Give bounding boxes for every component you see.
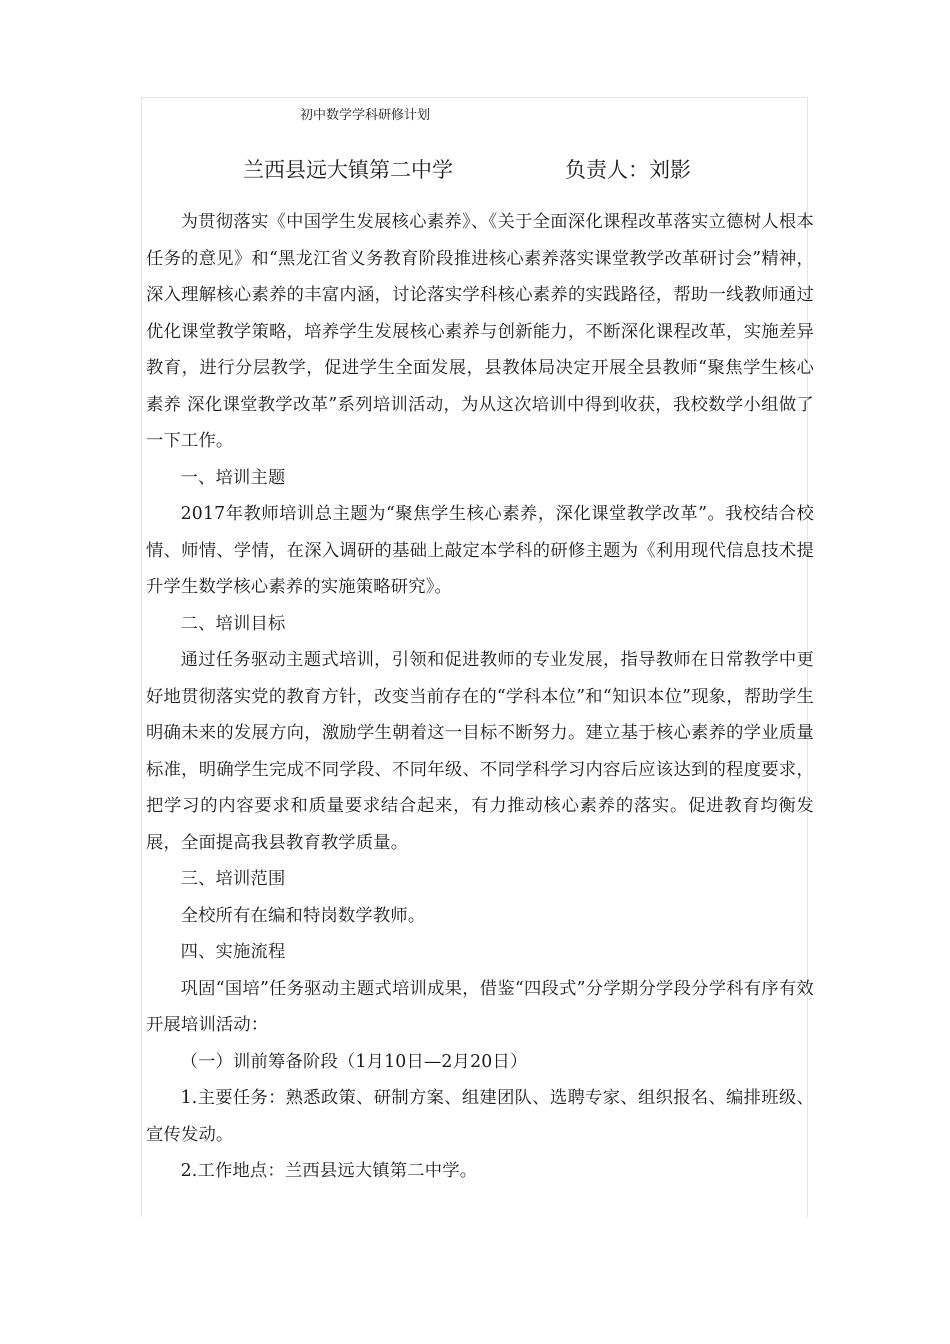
responsible-person: 负责人：刘影 bbox=[565, 158, 691, 182]
section-heading-theme: 一、培训主题 bbox=[180, 467, 286, 488]
section-heading-process: 四、实施流程 bbox=[180, 942, 286, 962]
subsection-heading-preparation: （一）训前筹备阶段（1月10日—2月20日） bbox=[180, 1051, 528, 1072]
section-heading-scope: 三、培训范围 bbox=[180, 869, 286, 889]
paragraph-goals: 通过任务驱动主题式培训，引领和促进教师的专业发展，指导教师在日常教学中更好地贯彻落实党的教育方针，改变当前存在的“学科本位”和“知识本位”现象，帮助学生明确未来的发展方向，激励学生朝着这一目标不断努力。建立基于核心素养的学业质量标准，明确学生完成不同学段、不同年级、不同学科学习内容后应该达到的程度要求，把学习的内容要求和质量要求结合起来，有力推动核心素养的落实。促进教育均衡发展，全面提高我县教育教学质量。 bbox=[146, 650, 814, 853]
paragraph-intro: 为贯彻落实《中国学生发展核心素养》、《关于全面深化课程改革落实立德树人根本任务的意见》和“黑龙江省义务教育阶段推进核心素养落实课堂教学改革研讨会”精神，深入理解核心素养的丰富内涵，讨论落实学科核心素养的实践路径，帮助一线教师通过优化课堂教学策略，培养学生发展核心素养与创新能力，不断深化课程改革，实施差异教育，进行分层教学，促进学生全面发展，县教体局决定开展全县教师“聚焦学生核心素养 深化课堂教学改革”系列培训活动，为从这次培训中得到收获，我校数学小组做了一下工作。 bbox=[146, 212, 814, 451]
school-name: 兰西县远大镇第二中学 bbox=[243, 158, 453, 182]
paragraph-main-tasks: 1.主要任务：熟悉政策、研制方案、组建团队、选聘专家、组织报名、编排班级、宣传发动。 bbox=[146, 1088, 814, 1145]
paragraph-scope: 全校所有在编和特岗数学教师。 bbox=[180, 905, 426, 926]
paragraph-process: 巩固“国培”任务驱动主题式培训成果，借鉴“四段式”分学期分学段分学科有序有效开展培训活动： bbox=[146, 978, 814, 1035]
document-title: 初中数学学科研修计划 bbox=[300, 108, 431, 123]
paragraph-theme: 2017年教师培训总主题为“聚焦学生核心素养，深化课堂教学改革”。我校结合校情、师情、学情，在深入调研的基础上敲定本学科的研修主题为《利用现代信息技术提升学生数学核心素养的实施策略研究》。 bbox=[146, 504, 814, 597]
section-heading-goals: 二、培训目标 bbox=[180, 613, 286, 634]
document-body bbox=[146, 204, 814, 1190]
paragraph-work-location: 2.工作地点：兰西县远大镇第二中学。 bbox=[180, 1161, 478, 1181]
